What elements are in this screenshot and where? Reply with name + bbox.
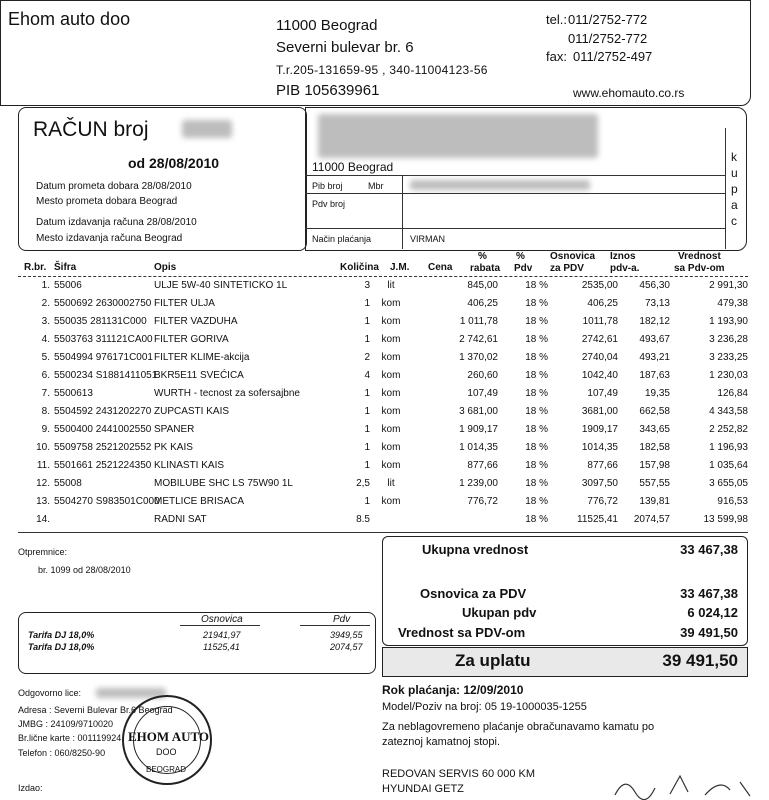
table-row [18, 313, 748, 331]
cell-qty: 2 [364, 352, 370, 363]
th-pdv: Pdv [514, 263, 533, 274]
table-row [18, 331, 748, 349]
cell-pdv: 18 % [525, 424, 548, 435]
cell-vat: 493,21 [639, 352, 670, 363]
cell-vat: 456,30 [639, 280, 670, 291]
cell-pdv: 18 % [525, 388, 548, 399]
cell-qty: 3 [364, 280, 370, 291]
cell-qty: 4 [364, 370, 370, 381]
cell-vat: 2074,57 [633, 514, 670, 525]
cell-no: 1. [41, 280, 50, 291]
company-tr: T.r.205-131659-95 , 340-11004123-56 [276, 63, 488, 77]
sa-pdv-label: Vrednost sa PDV-om [398, 625, 526, 640]
cell-code: 5500613 [54, 388, 93, 399]
cell-base: 11525,41 [577, 514, 618, 525]
cell-pdv: 18 % [525, 352, 548, 363]
cell-unit: kom [381, 298, 401, 309]
tariff-h-osnovica: Osnovica [201, 614, 243, 625]
cell-unit: kom [381, 388, 401, 399]
company-name: Ehom auto doo [8, 9, 131, 29]
company-website: www.ehomauto.co.rs [573, 86, 685, 100]
table-row [18, 493, 748, 511]
cell-total: 3 236,28 [709, 334, 748, 345]
kupac-label-u: u [731, 166, 738, 180]
cell-desc: WURTH - tecnost za sofersajbne [154, 388, 300, 399]
cell-pdv: 18 % [525, 370, 548, 381]
cell-qty: 2,5 [356, 478, 370, 489]
cell-vat: 19,35 [644, 388, 670, 399]
cell-unit: kom [381, 334, 401, 345]
cell-no: 13. [36, 496, 50, 507]
company-stamp [122, 695, 212, 785]
signature-scribble [610, 770, 760, 800]
cell-total: 479,38 [717, 298, 748, 309]
pib-label: Pib broj [312, 181, 343, 191]
cell-code: 5500234 S1881411051 [54, 370, 158, 381]
cell-qty: 1 [364, 334, 370, 345]
stamp-name: EHOM AUTO [128, 729, 210, 744]
tariff-row2-base: 11525,41 [203, 642, 240, 652]
cell-code: 5500692 2630002750 [54, 298, 152, 309]
table-row [18, 511, 748, 529]
cell-pdv: 18 % [525, 316, 548, 327]
customer-city: 11000 Beograd [312, 160, 394, 174]
invoice-info-3: Datum izdavanja računa 28/08/2010 [36, 217, 197, 228]
cell-unit: kom [381, 370, 401, 381]
cell-base: 1014,35 [581, 442, 618, 453]
cell-no: 4. [41, 334, 50, 345]
th-pdv-a: pdv-a. [610, 263, 640, 274]
cell-no: 11. [36, 460, 50, 471]
tel-label: tel.: [546, 12, 567, 27]
sa-pdv-value: 39 491,50 [680, 625, 738, 640]
cell-price: 3 681,00 [459, 406, 498, 417]
table-header [18, 250, 748, 276]
cell-desc: ULJE 5W-40 SINTETICKO 1L [154, 280, 288, 291]
cell-desc: PK KAIS [154, 442, 193, 453]
cell-price: 1 239,00 [459, 478, 498, 489]
pib-redacted [410, 180, 590, 190]
cell-pdv: 18 % [525, 460, 548, 471]
cell-total: 1 193,90 [709, 316, 748, 327]
osnovica-label: Osnovica za PDV [420, 586, 527, 601]
cell-unit: kom [381, 424, 401, 435]
cell-unit: lit [387, 478, 395, 489]
cell-pdv: 18 % [525, 496, 548, 507]
tariff-row1-vat: 3949,55 [330, 630, 363, 640]
cell-desc: RADNI SAT [154, 514, 207, 525]
invoice-info-2: Mesto prometa dobara Beograd [36, 196, 178, 207]
cell-unit: kom [381, 316, 401, 327]
th-iznos: Iznos [610, 251, 636, 262]
cell-no: 2. [41, 298, 50, 309]
ukupna-value: 33 467,38 [680, 542, 738, 557]
cell-desc: MOBILUBE SHC LS 75W90 1L [154, 478, 293, 489]
cell-desc: BKR5E11 SVEĆICA [154, 370, 244, 381]
cell-desc: SPANER [154, 424, 195, 435]
fax-number: 011/2752-497 [573, 49, 653, 64]
tariff-row2-vat: 2074,57 [330, 642, 363, 652]
cell-pdv: 18 % [525, 514, 548, 525]
cell-qty: 8.5 [356, 514, 370, 525]
responsible-jmbg: JMBG : 24109/9710020 [18, 719, 114, 729]
cell-no: 9. [41, 424, 50, 435]
cell-unit: kom [381, 352, 401, 363]
cell-total: 126,84 [717, 388, 748, 399]
cell-base: 2742,61 [581, 334, 618, 345]
cell-no: 10. [36, 442, 50, 453]
company-postal: 11000 Beograd [276, 17, 378, 34]
cell-total: 1 035,64 [709, 460, 748, 471]
kupac-label-p: p [731, 182, 738, 196]
ukupna-label: Ukupna vrednost [422, 542, 529, 557]
cell-vat: 139,81 [639, 496, 670, 507]
invoice-info-4: Mesto izdavanja računa Beograd [36, 233, 183, 244]
stamp-city: BEOGRAD [146, 765, 187, 774]
cell-total: 3 655,05 [709, 478, 748, 489]
cell-qty: 1 [364, 406, 370, 417]
responsible-id-card: Br.lične karte : 001119924 [18, 733, 122, 743]
th-opis: Opis [154, 262, 177, 273]
cell-code: 55006 [54, 280, 82, 291]
cell-vat: 557,55 [639, 478, 670, 489]
osnovica-value: 33 467,38 [680, 586, 738, 601]
cell-qty: 1 [364, 298, 370, 309]
table-row [18, 475, 748, 493]
cell-pdv: 18 % [525, 478, 548, 489]
cell-qty: 1 [364, 424, 370, 435]
cell-unit: kom [381, 496, 401, 507]
cell-unit: kom [381, 406, 401, 417]
tariff-row1-label: Tarifa DJ 18,0% [28, 630, 95, 640]
ukupan-pdv-value: 6 024,12 [687, 605, 738, 620]
cell-base: 107,49 [587, 388, 618, 399]
cell-code: 5500400 2441002550 [54, 424, 152, 435]
payment-note-2: zateznoj kamatnoj stopi. [382, 736, 501, 748]
cell-total: 2 252,82 [709, 424, 748, 435]
tel-2: 011/2752-772 [568, 31, 648, 46]
th-osnovica: Osnovica [550, 251, 596, 262]
cell-base: 2740,04 [581, 352, 618, 363]
fax-label: fax: [546, 49, 567, 64]
cell-base: 2535,00 [581, 280, 618, 291]
cell-total: 1 196,93 [709, 442, 748, 453]
cell-price: 1 909,17 [459, 424, 498, 435]
table-row [18, 295, 748, 313]
cell-vat: 187,63 [639, 370, 670, 381]
kupac-label-a: a [731, 198, 738, 212]
cell-qty: 1 [364, 460, 370, 471]
cell-code: 5504592 2431202270 [54, 406, 152, 417]
cell-total: 3 233,25 [709, 352, 748, 363]
cell-pdv: 18 % [525, 334, 548, 345]
cell-vat: 73,13 [644, 298, 670, 309]
cell-unit: kom [381, 442, 401, 453]
cell-total: 1 230,03 [709, 370, 748, 381]
kupac-label-k: k [731, 150, 737, 164]
pdv-label: Pdv broj [312, 199, 346, 209]
cell-pdv: 18 % [525, 406, 548, 417]
table-row [18, 349, 748, 367]
cell-vat: 182,58 [639, 442, 670, 453]
tariff-h-pdv: Pdv [333, 614, 351, 625]
th-rbr: R.br. [24, 262, 47, 273]
company-pib: PIB 105639961 [276, 82, 380, 99]
th-rabat: rabata [470, 263, 501, 274]
cell-base: 3681,00 [581, 406, 618, 417]
cell-base: 3097,50 [581, 478, 618, 489]
cell-code: 5504270 S983501C000 [54, 496, 160, 507]
cell-unit: lit [387, 280, 395, 291]
cell-code: 5503763 311121CA00 [54, 334, 153, 345]
ukupan-pdv-label: Ukupan pdv [462, 605, 537, 620]
mbr-label: Mbr [368, 181, 384, 191]
cell-vat: 493,67 [639, 334, 670, 345]
th-vrednost: Vrednost [678, 251, 721, 262]
cell-desc: FILTER ULJA [154, 298, 215, 309]
payment-method-label: Način plaćanja [312, 234, 372, 244]
th-pdv-pct: % [516, 251, 525, 262]
table-row [18, 385, 748, 403]
cell-desc: ZUPCASTI KAIS [154, 406, 230, 417]
cell-total: 916,53 [717, 496, 748, 507]
th-jm: J.M. [390, 262, 410, 273]
th-rabat-pct: % [478, 251, 487, 262]
th-sifra: Šifra [54, 262, 77, 273]
cell-base: 1909,17 [581, 424, 618, 435]
table-row [18, 277, 748, 295]
cell-pdv: 18 % [525, 280, 548, 291]
cell-total: 4 343,58 [709, 406, 748, 417]
th-za-pdv: za PDV [550, 263, 584, 274]
cell-qty: 1 [364, 388, 370, 399]
cell-vat: 343,65 [639, 424, 670, 435]
cell-price: 877,66 [467, 460, 498, 471]
cell-total: 2 991,30 [709, 280, 748, 291]
cell-unit: kom [381, 460, 401, 471]
izdao-label: Izdao: [18, 783, 43, 793]
table-row [18, 403, 748, 421]
cell-base: 1011,78 [582, 316, 618, 327]
car-model: HYUNDAI GETZ [382, 783, 464, 795]
cell-desc: KLINASTI KAIS [154, 460, 225, 471]
responsible-phone: Telefon : 060/8250-90 [18, 748, 106, 758]
cell-desc: FILTER KLIME-akcija [154, 352, 250, 363]
invoice-title: RAČUN broj [33, 118, 149, 141]
cell-qty: 1 [364, 316, 370, 327]
cell-base: 877,66 [587, 460, 618, 471]
responsible-address: Adresa : Severni Bulevar Br.6 Beograd [18, 705, 173, 715]
invoice-info-1: Datum prometa dobara 28/08/2010 [36, 181, 192, 192]
cell-total: 13 599,98 [703, 514, 748, 525]
cell-price: 845,00 [467, 280, 498, 291]
cell-no: 7. [41, 388, 50, 399]
cell-price: 406,25 [467, 298, 498, 309]
cell-base: 406,25 [587, 298, 618, 309]
customer-name-redacted [318, 114, 598, 158]
th-cena: Cena [428, 262, 453, 273]
stamp-sub: DOO [156, 747, 177, 757]
cell-code: 550035 281131C000 [54, 316, 147, 327]
cell-no: 12. [36, 478, 50, 489]
cell-desc: METLICE BRISACA [154, 496, 245, 507]
table-row [18, 421, 748, 439]
cell-price: 260,60 [467, 370, 498, 381]
cell-base: 776,72 [587, 496, 618, 507]
cell-price: 2 742,61 [459, 334, 498, 345]
cell-code: 5504994 976171C001 [54, 352, 153, 363]
cell-base: 1042,40 [581, 370, 618, 381]
cell-no: 8. [41, 406, 50, 417]
cell-price: 1 014,35 [459, 442, 498, 453]
cell-no: 3. [41, 316, 50, 327]
cell-code: 5501661 2521224350 [54, 460, 152, 471]
cell-qty: 1 [364, 496, 370, 507]
cell-code: 5509758 2521202552 [54, 442, 152, 453]
cell-no: 5. [41, 352, 50, 363]
cell-code: 55008 [54, 478, 82, 489]
za-uplatu-value: 39 491,50 [662, 651, 738, 670]
th-kolicina: Količina [340, 262, 379, 273]
cell-vat: 182,12 [639, 316, 670, 327]
company-street: Severni bulevar br. 6 [276, 39, 414, 56]
tariff-row1-base: 21941,97 [203, 630, 241, 640]
cell-qty: 1 [364, 442, 370, 453]
cell-price: 107,49 [467, 388, 498, 399]
cell-vat: 662,58 [639, 406, 670, 417]
responsible-label: Odgovorno lice: [18, 688, 82, 698]
cell-desc: FILTER GORIVA [154, 334, 229, 345]
cell-pdv: 18 % [525, 298, 548, 309]
za-uplatu-label: Za uplatu [455, 651, 531, 670]
service-note: REDOVAN SERVIS 60 000 KM [382, 768, 536, 780]
table-row [18, 457, 748, 475]
tel-1: 011/2752-772 [568, 12, 648, 27]
payment-note-1: Za neblagovremeno plaćanje obračunavamo kamatu po [382, 721, 655, 733]
otpremnice-label: Otpremnice: [18, 547, 68, 557]
table-row [18, 367, 748, 385]
cell-price: 1 011,78 [459, 316, 498, 327]
payment-due: Rok plaćanja: 12/09/2010 [382, 683, 524, 697]
table-row [18, 439, 748, 457]
cell-no: 6. [41, 370, 50, 381]
invoice-number-redacted [182, 120, 232, 138]
cell-pdv: 18 % [525, 442, 548, 453]
cell-price: 1 370,02 [459, 352, 498, 363]
otpremnice-value: br. 1099 od 28/08/2010 [38, 565, 131, 575]
payment-model: Model/Poziv na broj: 05 19-1000035-1255 [382, 701, 587, 713]
invoice-date: od 28/08/2010 [128, 155, 220, 171]
cell-no: 14. [36, 514, 50, 525]
cell-vat: 157,98 [639, 460, 670, 471]
cell-price: 776,72 [467, 496, 498, 507]
kupac-label-c: c [731, 214, 737, 228]
payment-method-value: VIRMAN [410, 234, 446, 244]
th-sa-pdv: sa Pdv-om [674, 263, 725, 274]
cell-desc: FILTER VAZDUHA [154, 316, 238, 327]
tariff-row2-label: Tarifa DJ 18,0% [28, 642, 95, 652]
